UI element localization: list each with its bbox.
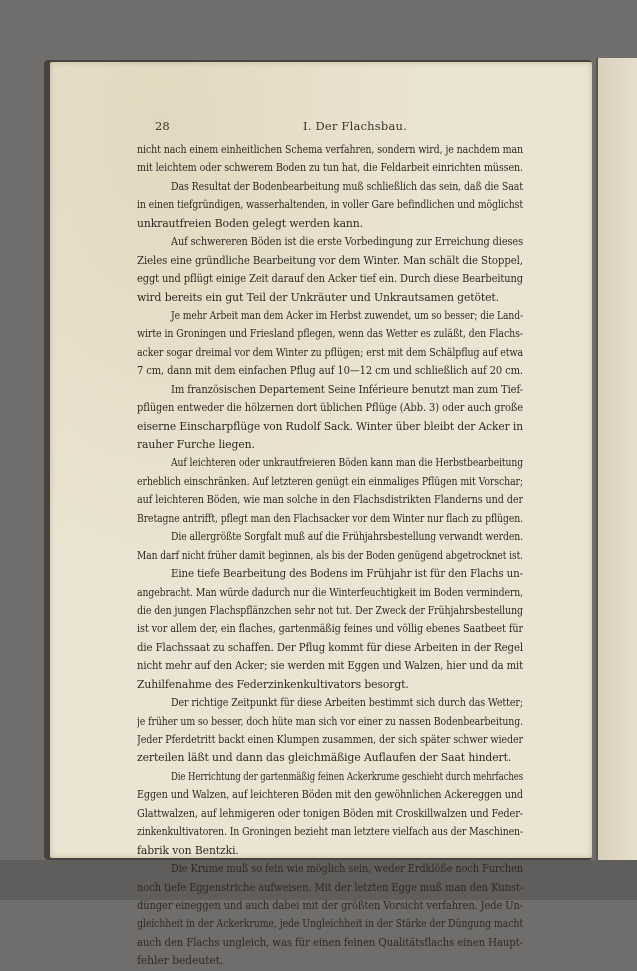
text-line: Eine tiefe Bearbeitung des Bodens im Frühjahr ist für den Flachs un- [171, 567, 523, 581]
text-line: die den jungen Flachspflänzchen sehr not tut. Der Zweck der Frühjahrsbestellung [137, 603, 523, 617]
text-line: 7 cm, dann mit dem einfachen Pflug auf 10—12 cm und schließlich auf 20 cm. [137, 364, 523, 378]
text-line: Der richtige Zeitpunkt für diese Arbeiten bestimmt sich durch das Wetter; [171, 696, 523, 710]
text-line: eggt und pflügt einige Zeit darauf den Acker tief ein. Durch diese Bearbeitung [137, 272, 523, 286]
text-line: fehler bedeutet. [137, 954, 224, 968]
text-line: noch tiefe Eggenstriche aufweisen. Mit der letzten Egge muß man den Kunst- [137, 880, 523, 894]
text-line: pflügen entweder die hölzernen dort üblichen Pflüge (Abb. 3) oder auch große [137, 401, 523, 415]
text-line: ist vor allem der, ein flaches, gartenmäßig feines und völlig ebenes Saatbeet für [137, 622, 523, 636]
text-line: Die Herrichtung der gartenmäßig feinen Ackerkrume geschieht durch mehrfaches [171, 769, 523, 783]
text-line: die Flachssaat zu schaffen. Der Pflug kommt für diese Arbeiten in der Regel [137, 640, 523, 654]
text-line: Je mehr Arbeit man dem Acker im Herbst zuwendet, um so besser; die Land- [171, 308, 523, 322]
text-line: wird bereits ein gut Teil der Unkräuter und Unkrautsamen getötet. [137, 290, 500, 304]
text-line: acker sogar dreimal vor dem Winter zu pflügen; erst mit dem Schälpflug auf etwa [137, 345, 523, 359]
text-line: auch den Flachs ungleich, was für einen feinen Qualitätsflachs einen Haupt- [137, 935, 523, 949]
chapter-title: I. Der Flachsbau. [303, 119, 407, 133]
text-line: Das Resultat der Bodenbearbeitung muß schließlich das sein, daß die Saat [171, 179, 523, 193]
running-head [155, 119, 535, 137]
text-line: unkrautfreien Boden gelegt werden kann. [137, 216, 363, 230]
text-line: Im französischen Departement Seine Inférieure benutzt man zum Tief- [171, 382, 523, 396]
text-line: rauher Furche liegen. [137, 438, 255, 451]
body-text [137, 141, 523, 968]
opposite-page-edge [596, 58, 637, 860]
text-line: nicht mehr auf den Acker; sie werden mit Eggen und Walzen, hier und da mit [137, 659, 523, 673]
text-line: Auf schwereren Böden ist die erste Vorbedingung zur Erreichung dieses [171, 235, 523, 249]
text-line: Auf leichteren oder unkrautfreieren Böden kann man die Herbstbearbeitung [171, 456, 523, 470]
text-line: Man darf nicht früher damit beginnen, als bis der Boden genügend abgetrocknet ist. [137, 548, 523, 562]
text-line: wirte in Groningen und Friesland pflegen, wenn das Wetter es zuläßt, den Flachs- [137, 327, 523, 341]
text-line: dünger eineggen und auch dabei mit der größten Vorsicht verfahren. Jede Un- [137, 898, 523, 912]
text-line: auf leichteren Böden, wie man solche in den Flachsdistrikten Flanderns und der [137, 493, 523, 507]
text-line: je früher um so besser, doch hüte man sich vor einer zu nassen Bodenbearbeitung. [137, 714, 523, 728]
text-line: Jeder Pferdetritt backt einen Klumpen zusammen, der sich später schwer wieder [137, 733, 523, 746]
text-line: mit leichtem oder schwerem Boden zu tun hat, die Feldarbeit einrichten müssen. [137, 161, 523, 175]
text-line: in einen tiefgründigen, wasserhaltenden, in voller Gare befindlichen und möglichst [137, 198, 523, 212]
text-line: Glattwalzen, auf lehmigeren oder tonigen Böden mit Croskillwalzen und Feder- [137, 806, 523, 820]
text-line: fabrik von Bentzki. [137, 843, 239, 857]
text-line: erheblich einschränken. Auf letzteren genügt ein einmaliges Pflügen mit Vorschar; [137, 474, 523, 488]
text-line: zinkenkultivatoren. In Groningen bezieht man letztere vielfach aus der Maschinen- [137, 825, 523, 839]
text-line: gleichheit in der Ackerkrume, jede Ungleichheit in der Stärke der Düngung macht [137, 917, 523, 931]
text-line: nicht nach einem einheitlichen Schema verfahren, sondern wird, je nachdem man [137, 143, 523, 156]
text-line: Die allergrößte Sorgfalt muß auf die Frühjahrsbestellung verwandt werden. [171, 530, 523, 544]
text-line: eiserne Einscharpflüge von Rudolf Sack. Winter über bleibt der Acker in [137, 419, 523, 433]
page-number: 28 [155, 119, 170, 133]
text-line: Eggen und Walzen, auf leichteren Böden mit den gewöhnlichen Ackereggen und [137, 788, 523, 802]
text-line: Zuhilfenahme des Federzinkenkultivators besorgt. [137, 677, 409, 691]
text-line: zerteilen läßt und dann das gleichmäßige Auflaufen der Saat hindert. [137, 751, 512, 765]
text-line: Bretagne antrifft, pflegt man den Flachsacker vor dem Winter nur flach zu pflügen. [137, 511, 523, 525]
text-line: Zieles eine gründliche Bearbeitung vor dem Winter. Man schält die Stoppel, [137, 253, 523, 267]
text-line: angebracht. Man würde dadurch nur die Winterfeuchtigkeit im Boden vermindern, [137, 585, 523, 599]
text-line: Die Krume muß so fein wie möglich sein, weder Erdklöße noch Furchen [171, 862, 523, 876]
